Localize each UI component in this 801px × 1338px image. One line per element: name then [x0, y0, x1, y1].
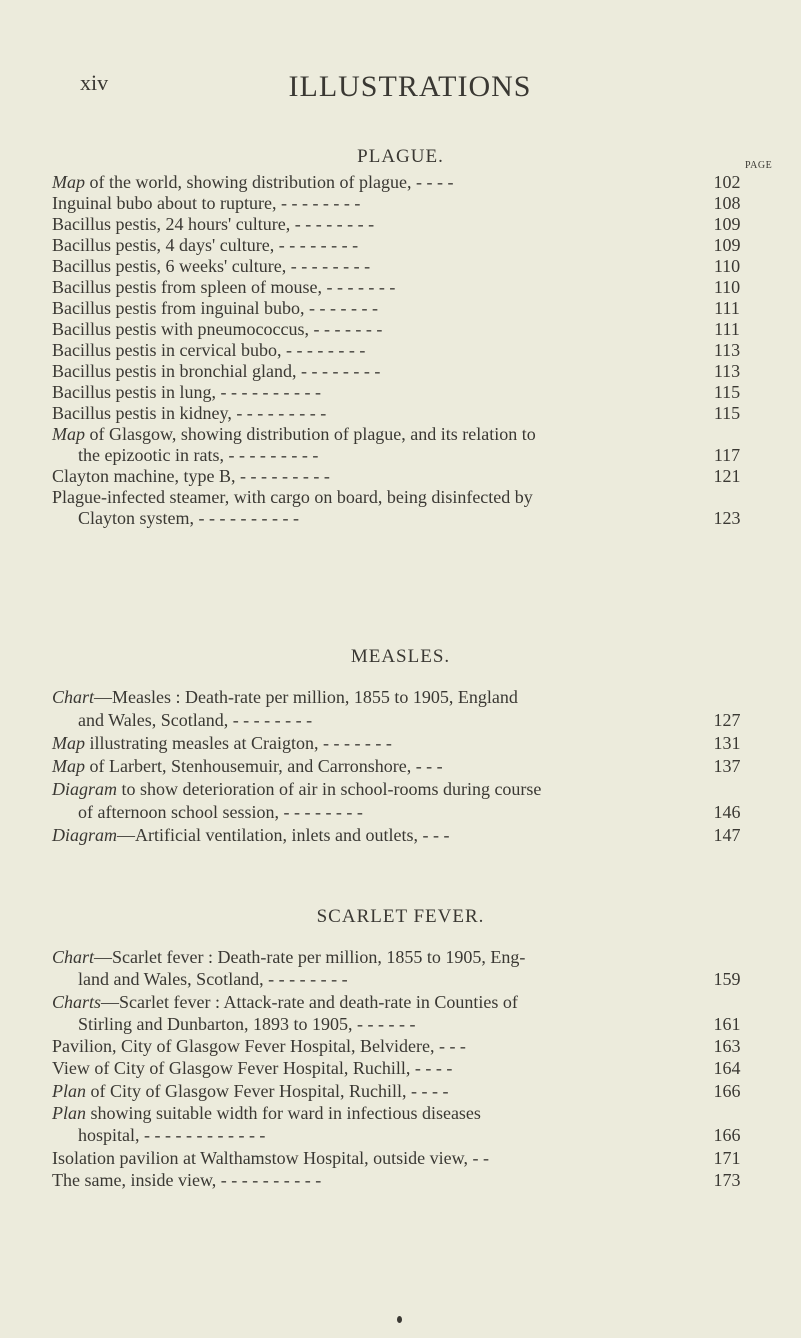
- entry-text: of Larbert, Stenhousemuir, and Carronshore, - - -: [85, 756, 443, 776]
- entry-page-number: 127: [713, 710, 741, 730]
- entry-title: [52, 755, 443, 778]
- entry-text: Stirling and Dunbarton, 1893 to 1905, - - - - - -: [78, 1013, 416, 1034]
- entry-page-number: 161: [713, 1013, 741, 1034]
- toc-entry: [52, 968, 752, 990]
- entry-text: Bacillus pestis in bronchial gland, - - - - - - - -: [52, 361, 381, 381]
- toc-entry: [52, 709, 752, 732]
- toc-entry: [52, 755, 752, 778]
- toc-entry: [52, 686, 752, 709]
- entry-title: [52, 1057, 452, 1079]
- entry-title: [78, 1124, 265, 1146]
- entry-title: [52, 319, 382, 340]
- entry-text: Plague-infected steamer, with cargo on board, being disinfected by: [52, 487, 533, 507]
- entry-text: —Measles : Death-rate per million, 1855 to 1905, England: [94, 687, 518, 707]
- entry-text: showing suitable width for ward in infectious diseases: [86, 1103, 481, 1124]
- entry-title: [52, 466, 330, 487]
- entry-title: [78, 968, 348, 990]
- entry-page-number: 123: [713, 508, 741, 528]
- page-header: [40, 70, 780, 110]
- entry-title: [52, 256, 370, 277]
- scarlet-fever-entries: [52, 946, 752, 1191]
- entry-text: —Scarlet fever : Attack-rate and death-rate in Counties of: [101, 991, 518, 1012]
- entry-title: [52, 1080, 448, 1102]
- entry-text: of Glasgow, showing distribution of plague, and its relation to: [85, 424, 536, 444]
- entry-title: [52, 403, 326, 424]
- toc-entry: [52, 466, 752, 487]
- page-column-label: PAGE: [745, 160, 773, 171]
- entry-page-number: 137: [713, 756, 741, 776]
- entry-title: [78, 709, 312, 732]
- entry-text: to show deterioration of air in school-rooms during course: [117, 779, 542, 799]
- plague-entries: [52, 172, 752, 529]
- entry-text: Clayton system, - - - - - - - - - -: [78, 508, 299, 528]
- toc-entry: [52, 1102, 752, 1124]
- entry-page-number: 115: [713, 382, 741, 402]
- entry-lead-word: Diagram: [52, 779, 118, 799]
- entry-text: Bacillus pestis, 4 days' culture, - - - - - - - -: [52, 235, 359, 255]
- entry-text: Bacillus pestis, 6 weeks' culture, - - - - - - - -: [52, 256, 371, 276]
- entry-page-number: 173: [713, 1169, 741, 1190]
- entry-title: [52, 235, 358, 256]
- entry-page-number: 121: [713, 466, 741, 486]
- entry-title: [52, 778, 541, 801]
- entry-text: and Wales, Scotland, - - - - - - - -: [78, 710, 313, 730]
- entry-text: Bacillus pestis in cervical bubo, - - - - - - - -: [52, 340, 366, 360]
- entry-lead-word: Chart: [52, 687, 95, 707]
- entry-page-number: 163: [713, 1036, 741, 1057]
- entry-title: [52, 361, 380, 382]
- entry-text: of City of Glasgow Fever Hospital, Ruchill, - - - -: [86, 1080, 449, 1101]
- entry-text: —Artificial ventilation, inlets and outlets, - - -: [117, 825, 450, 845]
- entry-page-number: 117: [713, 445, 741, 465]
- entry-lead-word: Map: [52, 733, 85, 753]
- entry-lead-word: Diagram: [52, 825, 118, 845]
- toc-entry: [52, 1080, 752, 1102]
- toc-entry: [52, 801, 752, 824]
- entry-title: [52, 1035, 466, 1057]
- toc-entry: [52, 1169, 752, 1191]
- entry-text: of afternoon school session, - - - - - - - -: [78, 802, 363, 822]
- entry-page-number: 147: [713, 825, 741, 845]
- entry-page-number: 115: [713, 403, 741, 423]
- entry-title: [52, 424, 536, 445]
- toc-entry: [52, 1147, 752, 1169]
- entry-page-number: 159: [713, 969, 741, 990]
- entry-page-number: 166: [713, 1125, 741, 1146]
- entry-lead-word: Chart: [52, 947, 95, 967]
- entry-page-number: 113: [713, 340, 741, 360]
- entry-title: [52, 824, 449, 847]
- toc-entry: [52, 193, 752, 214]
- entry-page-number: 110: [713, 256, 741, 276]
- entry-page-number: 110: [713, 277, 741, 297]
- toc-entry: [52, 172, 752, 193]
- toc-entry: [52, 382, 752, 403]
- entry-text: land and Wales, Scotland, - - - - - - - -: [78, 969, 348, 990]
- toc-entry: [52, 824, 752, 847]
- entry-text: View of City of Glasgow Fever Hospital, Ruchill, - - - -: [52, 1058, 453, 1079]
- entry-title: [52, 1102, 481, 1124]
- toc-entry: [52, 403, 752, 424]
- toc-entry: [52, 508, 752, 529]
- entry-text: Bacillus pestis from spleen of mouse, - - - - - - -: [52, 277, 396, 297]
- toc-entry: [52, 1013, 752, 1035]
- entry-text: Isolation pavilion at Walthamstow Hospital, outside view, - -: [52, 1147, 489, 1168]
- entry-page-number: 109: [713, 235, 741, 255]
- entry-text: of the world, showing distribution of plague, - - - -: [85, 172, 454, 192]
- entry-lead-word: Charts: [52, 991, 102, 1012]
- entry-title: [52, 686, 518, 709]
- entry-text: The same, inside view, - - - - - - - - - -: [52, 1169, 322, 1190]
- entry-title: [52, 340, 365, 361]
- entry-title: [52, 946, 525, 968]
- entry-page-number: 131: [713, 733, 741, 753]
- toc-entry: [52, 1057, 752, 1079]
- entry-text: Bacillus pestis with pneumococcus, - - - - - - -: [52, 319, 383, 339]
- entry-page-number: 113: [713, 361, 741, 381]
- entry-text: —Scarlet fever : Death-rate per million, 1855 to 1905, Eng-: [94, 947, 526, 967]
- entry-title: [78, 508, 299, 529]
- entry-text: Bacillus pestis in lung, - - - - - - - - - -: [52, 382, 321, 402]
- entry-title: [52, 193, 360, 214]
- measles-entries: [52, 686, 752, 847]
- section-title-plague: PLAGUE.: [357, 146, 444, 167]
- toc-entry: [52, 214, 752, 235]
- entry-page-number: 111: [714, 319, 740, 339]
- entry-text: Pavilion, City of Glasgow Fever Hospital, Belvidere, - - -: [52, 1036, 466, 1057]
- toc-entry: [52, 991, 752, 1013]
- toc-entry: [52, 946, 752, 968]
- toc-entry: [52, 1124, 752, 1146]
- entry-text: hospital, - - - - - - - - - - - -: [78, 1125, 266, 1146]
- entry-title: [52, 214, 374, 235]
- entry-text: Bacillus pestis in kidney, - - - - - - - - -: [52, 403, 327, 423]
- page-folio: xiv: [80, 70, 109, 95]
- entry-page-number: 109: [713, 214, 741, 234]
- printer-dot: [397, 1316, 402, 1323]
- entry-title: [52, 277, 395, 298]
- toc-entry: [52, 340, 752, 361]
- running-title: ILLUSTRATIONS: [288, 70, 532, 103]
- section-title-scarlet-fever: SCARLET FEVER.: [316, 906, 485, 927]
- toc-entry: [52, 361, 752, 382]
- toc-entry: [52, 256, 752, 277]
- toc-entry: [52, 445, 752, 466]
- entry-lead-word: Plan: [52, 1103, 86, 1124]
- toc-entry: [52, 277, 752, 298]
- entry-page-number: 108: [713, 193, 741, 213]
- entry-title: [78, 445, 318, 466]
- entry-title: [52, 1147, 489, 1169]
- entry-text: the epizootic in rats, - - - - - - - - -: [78, 445, 319, 465]
- entry-title: [52, 172, 453, 193]
- entry-page-number: 111: [714, 298, 740, 318]
- entry-title: [52, 1169, 321, 1191]
- entry-page-number: 166: [713, 1080, 741, 1101]
- entry-title: [78, 801, 363, 824]
- entry-text: Inguinal bubo about to rupture, - - - - - - - -: [52, 193, 361, 213]
- entry-page-number: 164: [713, 1058, 741, 1079]
- toc-entry: [52, 298, 752, 319]
- entry-text: Bacillus pestis from inguinal bubo, - - - - - - -: [52, 298, 378, 318]
- toc-entry: [52, 424, 752, 445]
- entry-text: Bacillus pestis, 24 hours' culture, - - - - - - - -: [52, 214, 375, 234]
- toc-entry: [52, 487, 752, 508]
- entry-lead-word: Map: [52, 756, 85, 776]
- toc-entry: [52, 319, 752, 340]
- toc-entry: [52, 732, 752, 755]
- entry-page-number: 102: [713, 172, 741, 192]
- entry-title: [52, 487, 533, 508]
- toc-entry: [52, 778, 752, 801]
- entry-text: illustrating measles at Craigton, - - - - - - -: [85, 733, 392, 753]
- entry-lead-word: Map: [52, 172, 85, 192]
- entry-title: [52, 732, 392, 755]
- entry-title: [52, 298, 378, 319]
- toc-entry: [52, 1035, 752, 1057]
- entry-page-number: 171: [713, 1147, 741, 1168]
- entry-title: [52, 991, 518, 1013]
- section-title-measles: MEASLES.: [350, 646, 451, 667]
- entry-lead-word: Plan: [52, 1080, 86, 1101]
- entry-title: [52, 382, 321, 403]
- entry-lead-word: Map: [52, 424, 85, 444]
- entry-text: Clayton machine, type B, - - - - - - - - -: [52, 466, 330, 486]
- toc-entry: [52, 235, 752, 256]
- entry-page-number: 146: [713, 802, 741, 822]
- entry-title: [78, 1013, 415, 1035]
